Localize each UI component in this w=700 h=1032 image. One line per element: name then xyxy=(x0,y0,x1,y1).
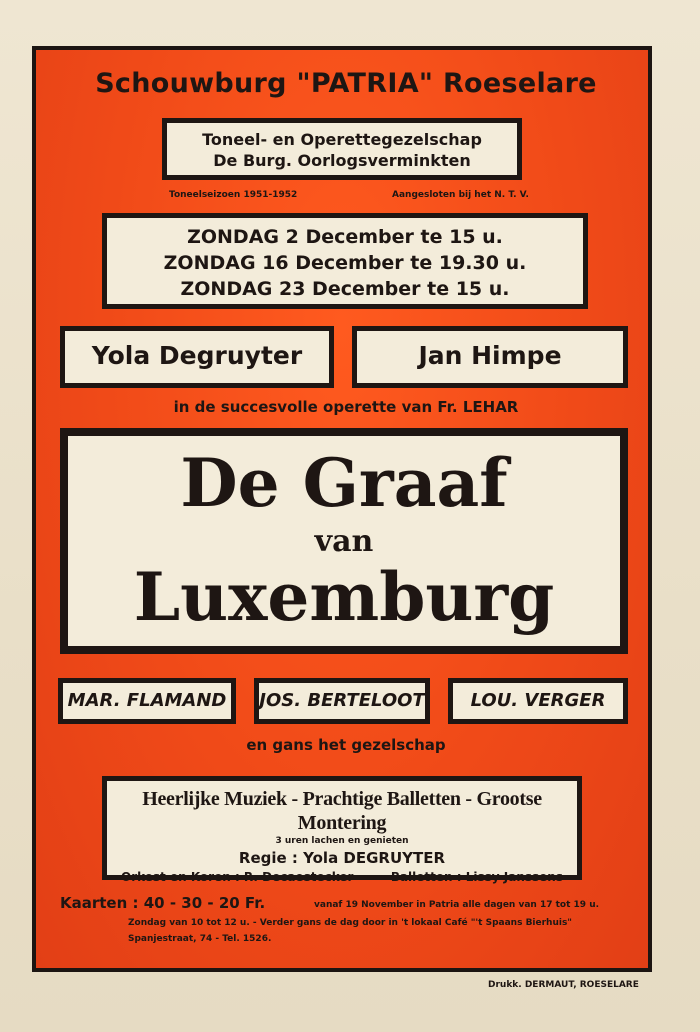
title-line-2: van xyxy=(314,524,374,559)
title-line-3: Luxemburg xyxy=(133,558,555,636)
ticket-prices: Kaarten : 40 - 30 - 20 Fr. xyxy=(60,894,266,912)
affiliation-label: Aangesloten bij het N. T. V. xyxy=(392,190,529,200)
ballet-credit: Balletten : Lissy Janssens xyxy=(390,870,563,884)
company-line-1: Toneel- en Operettegezelschap xyxy=(202,130,482,149)
date-1: ZONDAG 2 December te 15 u. xyxy=(187,226,503,248)
actor-2: JOS. BERTELOOT xyxy=(254,678,430,724)
star-2: Jan Himpe xyxy=(352,326,628,388)
company-note: en gans het gezelschap xyxy=(246,736,446,754)
company-box xyxy=(162,118,522,180)
company-line-2: De Burg. Oorlogsverminkten xyxy=(213,151,471,170)
credits-row xyxy=(107,869,577,885)
title-box xyxy=(60,428,628,654)
duration: 3 uren lachen en genieten xyxy=(275,836,409,846)
director: Regie : Yola DEGRUYTER xyxy=(238,849,446,867)
address: Spanjestraat, 74 - Tel. 1526. xyxy=(128,934,272,944)
ticket-sales-info: vanaf 19 November in Patria alle dagen van 17 tot 19 u. xyxy=(314,900,600,910)
highlights: Heerlijke Muziek - Prachtige Balletten - Grootse Montering xyxy=(142,788,542,834)
venue-title: Schouwburg "PATRIA" Roeselare xyxy=(95,68,597,99)
actor-3: LOU. VERGER xyxy=(448,678,628,724)
dates-box xyxy=(102,213,588,309)
date-3: ZONDAG 23 December te 15 u. xyxy=(180,278,510,300)
actor-1: MAR. FLAMAND xyxy=(58,678,236,724)
poster xyxy=(32,46,652,972)
sunday-info: Zondag van 10 tot 12 u. - Verder gans de dag door in 't lokaal Café "'t Spaans Bierhuis" xyxy=(128,918,572,928)
info-box xyxy=(102,776,582,884)
date-2: ZONDAG 16 December te 19.30 u. xyxy=(163,252,527,274)
tagline: in de succesvolle operette van Fr. LEHAR xyxy=(173,398,519,416)
printer-credit: Drukk. DERMAUT, ROESELARE xyxy=(488,980,639,990)
season-label: Toneelseizoen 1951-1952 xyxy=(169,190,298,200)
title-line-1: De Graaf xyxy=(180,444,508,522)
credits-separator: - xyxy=(369,870,375,884)
star-1: Yola Degruyter xyxy=(60,326,334,388)
orchestra-credit: Orkest en Koren : R. Decaestecker xyxy=(121,870,354,884)
